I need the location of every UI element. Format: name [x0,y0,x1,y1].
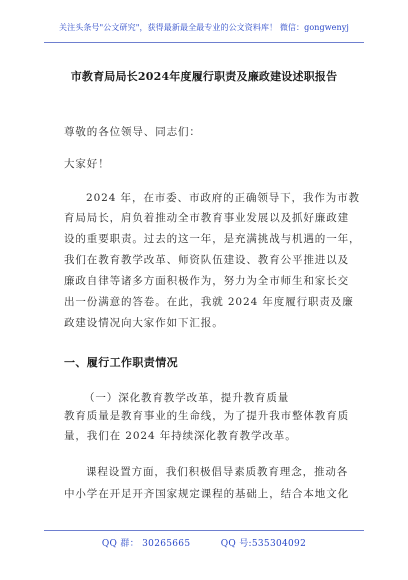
footer-qq-group: QQ 群： 30265665 [101,539,191,549]
footer-divider [44,530,364,531]
section-heading: 一、履行工作职责情况 [64,356,178,369]
header-divider [44,42,364,43]
paragraph-line: 量，我们在 2024 年持续深化教育教学改革。 [64,430,297,442]
header-banner: 关注头条号"公文研究"，获得最新最全最专业的公文资料库！ 微信：gongwenyj [59,23,349,32]
intro-line: 政建设情况向大家作如下汇报。 [64,317,224,329]
greeting: 大家好！ [64,158,110,170]
document-title: 市教育局局长2024年度履行职责及廉政建设述职报告 [70,70,338,83]
footer-qq-number: QQ 号:535304092 [220,539,307,549]
paragraph-line: 教育质量是教育事业的生命线，为了提升我市整体教育质 [64,410,349,422]
intro-line: 出一份满意的答卷。在此，我就 2024 年度履行职责及廉 [64,296,354,308]
footer-contact [0,536,408,549]
intro-line: 育局局长，肩负着推动全市教育事业发展以及抓好廉政建 [64,212,349,224]
paragraph-line: 课程设置方面，我们积极倡导素质教育理念，推动各 [86,466,349,478]
salutation: 尊敬的各位领导、同志们： [64,126,201,138]
paragraph-line: 中小学在开足开齐国家规定课程的基础上，结合本地文化 [64,488,349,500]
intro-line: 廉政自律等诸多方面积极作为，努力为全市师生和家长交 [64,275,349,287]
intro-line: 设的重要职责。过去的这一年，是充满挑战与机遇的一年， [64,233,361,245]
intro-line: 我们在教育教学改革、师资队伍建设、教育公平推进以及 [64,254,349,266]
subsection-heading: （一）深化教育教学改革，提升教育质量 [84,392,290,404]
intro-line: 2024 年，在市委、市政府的正确领导下，我作为市教 [86,192,360,204]
